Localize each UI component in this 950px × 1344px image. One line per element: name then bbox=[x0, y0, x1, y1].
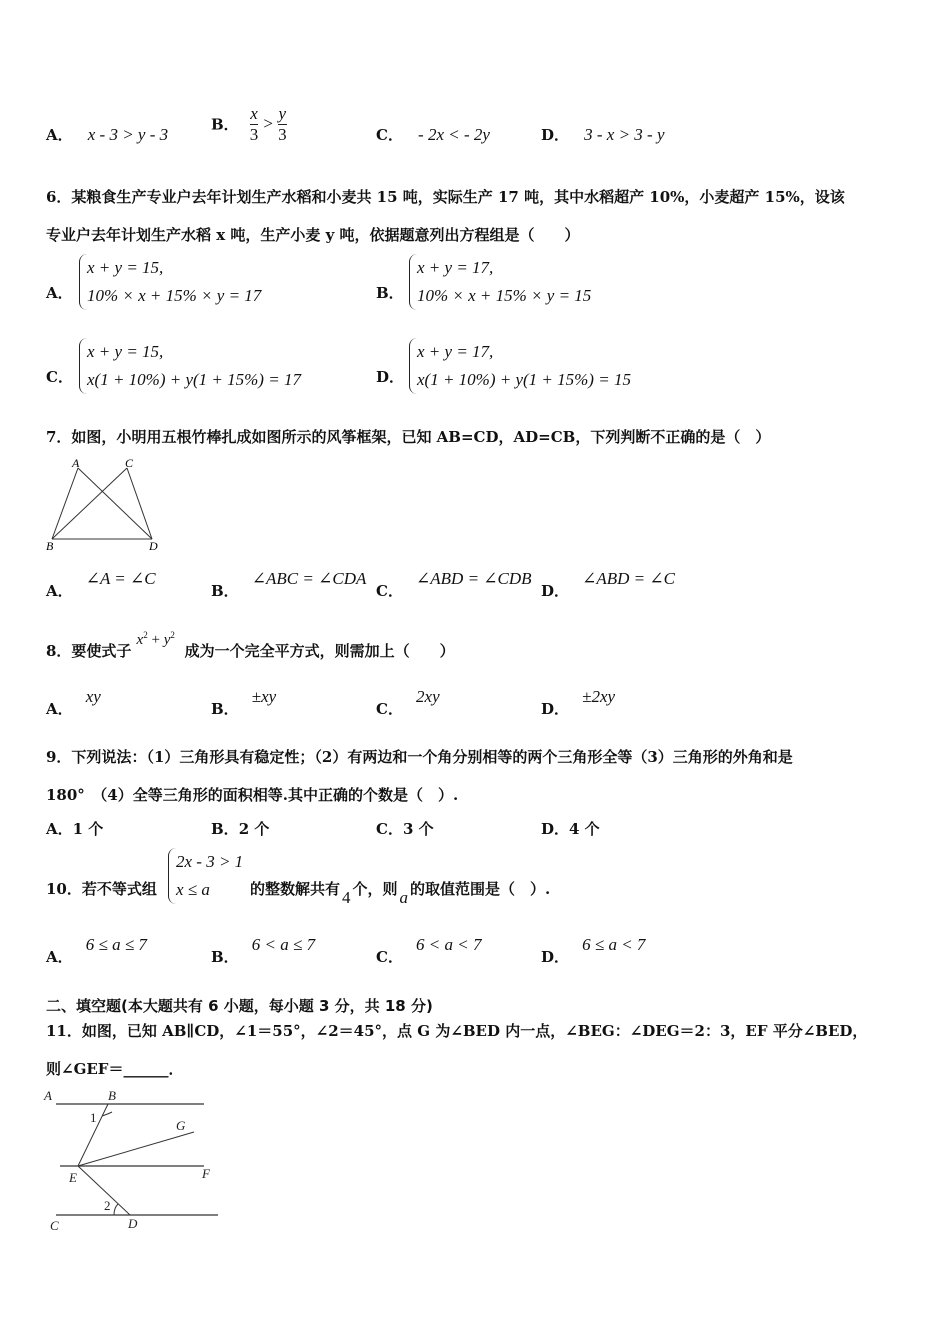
q10-inequality-system bbox=[168, 848, 243, 904]
option-label: C． bbox=[376, 126, 403, 144]
option-text: 1 个 bbox=[72, 820, 104, 838]
option-label: A． bbox=[46, 700, 73, 718]
q5-option-d[interactable] bbox=[541, 124, 665, 145]
q6-stem-line1: 6．某粮食生产专业户去年计划生产水稻和小麦共 15 吨，实际生产 17 吨，其中水稻超产 10%，小麦超产 15%，设该 bbox=[46, 188, 845, 206]
option-expression: 6 ≤ a ≤ 7 bbox=[85, 935, 147, 954]
q8-option-c[interactable] bbox=[376, 686, 440, 718]
option-text: 2 个 bbox=[238, 820, 270, 838]
option-label: D． bbox=[541, 820, 570, 838]
fraction-numerator: x bbox=[250, 104, 258, 123]
equation-system bbox=[409, 254, 591, 310]
q9-option-c[interactable] bbox=[376, 818, 434, 839]
option-label: C． bbox=[46, 368, 73, 386]
q10-stem-prefix: 10．若不等式组 bbox=[46, 880, 157, 898]
q11-stem-line1: 11．如图，已知 AB∥CD，∠1＝55°，∠2＝45°，点 G 为∠BED 内一点，∠BEG：∠DEG＝2：3，EF 平分∠BED， bbox=[46, 1022, 868, 1040]
equation-line: x(1 + 10%) + y(1 + 15%) = 15 bbox=[417, 370, 631, 389]
expr-plus: + bbox=[147, 632, 164, 648]
q11-stem-line2: 则∠GEF＝______． bbox=[46, 1060, 184, 1078]
option-expression: ∠ABD = ∠C bbox=[582, 569, 675, 588]
fraction-y-over-3 bbox=[278, 104, 287, 144]
equation-system bbox=[79, 254, 261, 310]
option-expression: ∠ABC = ∠CDA bbox=[251, 569, 367, 588]
expr-exponent: 2 bbox=[170, 630, 175, 640]
q5-option-b[interactable] bbox=[211, 104, 287, 144]
q6-option-b[interactable] bbox=[376, 254, 591, 310]
q6-option-d[interactable] bbox=[376, 338, 631, 394]
equation-line: x + y = 17, bbox=[417, 258, 494, 277]
q7-option-a[interactable] bbox=[46, 568, 156, 600]
equation-line: x + y = 17, bbox=[417, 342, 494, 361]
option-expression: ±xy bbox=[251, 687, 277, 706]
point-label-c: C bbox=[125, 456, 134, 470]
option-label: A． bbox=[46, 284, 73, 302]
option-expression: ±2xy bbox=[582, 687, 616, 706]
q7-kite-figure bbox=[44, 456, 174, 556]
q7-option-c[interactable] bbox=[376, 568, 532, 600]
q9-option-a[interactable] bbox=[46, 818, 103, 839]
q8-stem-prefix: 8．要使式子 bbox=[46, 642, 132, 660]
inequality-line: x ≤ a bbox=[176, 880, 210, 899]
q6-option-c[interactable] bbox=[46, 338, 301, 394]
fraction-x-over-3 bbox=[250, 104, 259, 144]
option-expression: xy bbox=[85, 687, 101, 706]
option-label: A． bbox=[46, 582, 73, 600]
option-label: D． bbox=[541, 948, 570, 966]
q7-option-b[interactable] bbox=[211, 568, 367, 600]
expr-y: y bbox=[163, 632, 171, 648]
q10-stem-mid1: 的整数解共有 bbox=[250, 880, 341, 898]
option-label: D． bbox=[541, 700, 570, 718]
q8-option-d[interactable] bbox=[541, 686, 616, 718]
q9-option-b[interactable] bbox=[211, 818, 269, 839]
option-label: C． bbox=[376, 700, 403, 718]
segment-cd bbox=[127, 468, 152, 539]
q10-option-a[interactable] bbox=[46, 934, 147, 966]
equation-line: x(1 + 10%) + y(1 + 15%) = 17 bbox=[87, 370, 301, 389]
point-label-d: D bbox=[128, 1216, 138, 1231]
point-label-a: A bbox=[72, 456, 80, 470]
fraction-numerator: y bbox=[278, 104, 287, 123]
q5-option-a[interactable] bbox=[46, 124, 168, 145]
q9-option-d[interactable] bbox=[541, 818, 600, 839]
option-label: C． bbox=[376, 820, 403, 838]
angle-label-2: 2 bbox=[104, 1198, 111, 1213]
q10-stem-suffix: 的取值范围是（ ）. bbox=[410, 880, 551, 898]
point-label-d: D bbox=[149, 539, 158, 553]
inequality-line: 2x - 3 > 1 bbox=[176, 852, 244, 871]
angle-label-1: 1 bbox=[90, 1110, 97, 1125]
option-expression: 3 - x > 3 - y bbox=[584, 125, 665, 144]
option-label: A． bbox=[46, 948, 73, 966]
equation-system bbox=[79, 338, 301, 394]
option-text: 4 个 bbox=[569, 820, 600, 838]
option-text: 3 个 bbox=[402, 820, 434, 838]
option-label: C． bbox=[376, 948, 403, 966]
q10-option-b[interactable] bbox=[211, 934, 316, 966]
expr-exponent: 2 bbox=[143, 630, 148, 640]
option-label: B． bbox=[211, 820, 239, 838]
option-label: B． bbox=[211, 115, 239, 134]
fraction-denominator: 3 bbox=[249, 124, 259, 144]
q10-option-d[interactable] bbox=[541, 934, 646, 966]
option-label: B． bbox=[211, 700, 239, 718]
equation-line: x + y = 15, bbox=[87, 258, 164, 277]
q8-stem-suffix: 成为一个完全平方式，则需加上（ ） bbox=[184, 642, 455, 660]
q10-stem-mid2: 个，则 bbox=[352, 880, 398, 898]
option-expression: 6 < a < 7 bbox=[416, 935, 482, 954]
equation-line: x + y = 15, bbox=[87, 342, 164, 361]
point-label-c: C bbox=[50, 1218, 59, 1233]
option-label: D． bbox=[376, 368, 405, 386]
option-expression: - 2x < - 2y bbox=[418, 125, 490, 144]
option-label: B． bbox=[376, 284, 404, 302]
option-label: B． bbox=[211, 582, 239, 600]
q6-option-a[interactable] bbox=[46, 254, 261, 310]
option-expression: x - 3 > y - 3 bbox=[87, 125, 169, 144]
q9-stem-line2: 180° （4）全等三角形的面积相等.其中正确的个数是（ ）. bbox=[46, 786, 459, 804]
equation-system bbox=[409, 338, 631, 394]
q10-stem-rest bbox=[250, 878, 551, 907]
q9-stem-line1: 9．下列说法：（1）三角形具有稳定性；（2）有两边和一个角分别相等的两个三角形全等（3）三角形的外角和是 bbox=[46, 748, 793, 766]
q10-option-c[interactable] bbox=[376, 934, 482, 966]
point-label-b: B bbox=[108, 1088, 116, 1103]
option-expression: ∠A = ∠C bbox=[85, 569, 156, 588]
equation-line: 10% × x + 15% × y = 15 bbox=[417, 286, 592, 305]
option-expression: 2xy bbox=[416, 687, 440, 706]
expr-x: x bbox=[136, 632, 144, 648]
q5-option-c[interactable] bbox=[376, 124, 490, 145]
q8-option-b[interactable] bbox=[211, 686, 277, 718]
option-expression: 6 < a ≤ 7 bbox=[251, 935, 316, 954]
section-heading: 二、填空题(本大题共有 6 小题，每小题 3 分，共 18 分) bbox=[46, 997, 433, 1015]
option-label: C． bbox=[376, 582, 403, 600]
q7-stem: 7．如图，小明用五根竹棒扎成如图所示的风筝框架，已知 AB=CD，AD=CB，下列判断不正确的是（ ） bbox=[46, 428, 771, 446]
segment-eg bbox=[78, 1132, 194, 1166]
option-expression: 6 ≤ a < 7 bbox=[582, 935, 646, 954]
option-label: A． bbox=[46, 820, 73, 838]
segment-ab bbox=[52, 468, 78, 539]
option-label: A． bbox=[46, 126, 73, 144]
point-label-b: B bbox=[46, 539, 54, 553]
point-label-a: A bbox=[44, 1088, 52, 1103]
option-label: D． bbox=[541, 126, 570, 144]
option-label: B． bbox=[211, 948, 239, 966]
angle-2-arc bbox=[114, 1204, 118, 1215]
q8-stem bbox=[46, 628, 455, 660]
point-label-e: E bbox=[69, 1170, 77, 1185]
option-expression: ∠ABD = ∠CDB bbox=[416, 569, 532, 588]
point-label-f: F bbox=[202, 1166, 210, 1181]
q11-parallel-lines-figure bbox=[42, 1086, 224, 1238]
q10-variable: a bbox=[399, 888, 409, 907]
option-label: D． bbox=[541, 582, 570, 600]
q7-option-d[interactable] bbox=[541, 568, 675, 600]
equation-line: 10% × x + 15% × y = 17 bbox=[87, 286, 262, 305]
fraction-denominator: 3 bbox=[278, 124, 287, 144]
point-label-g: G bbox=[176, 1118, 186, 1133]
comparison-operator: > bbox=[263, 114, 273, 134]
q8-option-a[interactable] bbox=[46, 686, 101, 718]
q8-expression bbox=[137, 632, 179, 648]
q10-count: 4 bbox=[342, 888, 351, 907]
q6-stem-line2: 专业户去年计划生产水稻 x 吨，生产小麦 y 吨，依据题意列出方程组是（ ） bbox=[46, 226, 580, 244]
